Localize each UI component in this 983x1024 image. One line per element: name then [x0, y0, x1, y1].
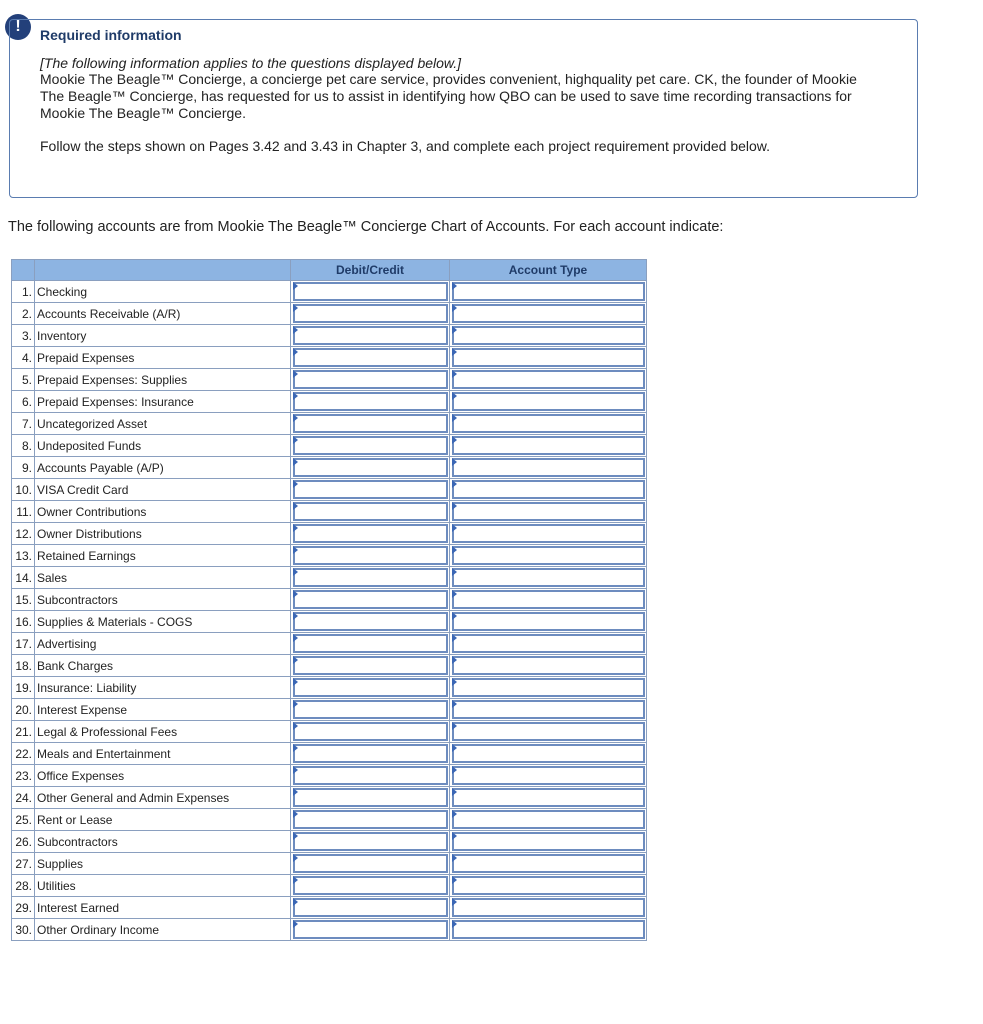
- debit-credit-dropdown[interactable]: [293, 546, 448, 565]
- table-row: [12, 391, 647, 413]
- row-number: 1.: [12, 281, 35, 303]
- debit-credit-dropdown[interactable]: [293, 634, 448, 653]
- account-name: Prepaid Expenses: Supplies: [35, 369, 291, 391]
- debit-credit-dropdown[interactable]: [293, 304, 448, 323]
- account-name: Sales: [35, 567, 291, 589]
- row-number: 10.: [12, 479, 35, 501]
- table-row: [12, 501, 647, 523]
- debit-credit-dropdown[interactable]: [293, 282, 448, 301]
- account-type-dropdown[interactable]: [452, 898, 645, 917]
- row-number: 24.: [12, 787, 35, 809]
- account-type-dropdown[interactable]: [452, 370, 645, 389]
- debit-credit-dropdown[interactable]: [293, 744, 448, 763]
- table-row: [12, 369, 647, 391]
- account-name: Rent or Lease: [35, 809, 291, 831]
- table-row: [12, 765, 647, 787]
- account-name: VISA Credit Card: [35, 479, 291, 501]
- row-number: 6.: [12, 391, 35, 413]
- debit-credit-dropdown[interactable]: [293, 920, 448, 939]
- debit-credit-dropdown[interactable]: [293, 502, 448, 521]
- debit-credit-dropdown[interactable]: [293, 414, 448, 433]
- account-type-dropdown[interactable]: [452, 414, 645, 433]
- debit-credit-dropdown[interactable]: [293, 810, 448, 829]
- debit-credit-dropdown[interactable]: [293, 436, 448, 455]
- table-row: [12, 413, 647, 435]
- table-row: [12, 479, 647, 501]
- account-type-dropdown[interactable]: [452, 524, 645, 543]
- row-number: 15.: [12, 589, 35, 611]
- debit-credit-dropdown[interactable]: [293, 326, 448, 345]
- account-type-dropdown[interactable]: [452, 832, 645, 851]
- account-name: Supplies & Materials - COGS: [35, 611, 291, 633]
- info-body: Mookie The Beagle™ Concierge, a concierge pet care service, provides convenient, highquality pet care. CK, the founder of Mookie The Beagle™ Concierge, has requested for us to assist in identifying how QBO can be used to save time recording transactions for Mookie The Beagle™ Concierge.: [40, 71, 857, 121]
- row-number: 28.: [12, 875, 35, 897]
- table-row: [12, 545, 647, 567]
- account-type-dropdown[interactable]: [452, 304, 645, 323]
- header-account-type: Account Type: [450, 260, 647, 281]
- table-row: [12, 677, 647, 699]
- table-row: [12, 347, 647, 369]
- account-type-dropdown[interactable]: [452, 722, 645, 741]
- table-row: [12, 435, 647, 457]
- account-name: Bank Charges: [35, 655, 291, 677]
- debit-credit-dropdown[interactable]: [293, 480, 448, 499]
- header-account-name: [35, 260, 291, 281]
- header-num: [12, 260, 35, 281]
- account-type-dropdown[interactable]: [452, 502, 645, 521]
- row-number: 19.: [12, 677, 35, 699]
- account-type-dropdown[interactable]: [452, 612, 645, 631]
- account-type-dropdown[interactable]: [452, 480, 645, 499]
- intro-text: The following accounts are from Mookie The Beagle™ Concierge Chart of Accounts. For each account indicate:: [8, 219, 724, 235]
- account-type-dropdown[interactable]: [452, 546, 645, 565]
- row-number: 3.: [12, 325, 35, 347]
- account-type-dropdown[interactable]: [452, 876, 645, 895]
- table-row: [12, 787, 647, 809]
- row-number: 9.: [12, 457, 35, 479]
- account-name: Legal & Professional Fees: [35, 721, 291, 743]
- row-number: 20.: [12, 699, 35, 721]
- account-name: Undeposited Funds: [35, 435, 291, 457]
- account-name: Prepaid Expenses: [35, 347, 291, 369]
- account-type-dropdown[interactable]: [452, 634, 645, 653]
- debit-credit-dropdown[interactable]: [293, 392, 448, 411]
- account-type-dropdown[interactable]: [452, 766, 645, 785]
- row-number: 5.: [12, 369, 35, 391]
- account-name: Interest Earned: [35, 897, 291, 919]
- account-type-dropdown[interactable]: [452, 744, 645, 763]
- row-number: 12.: [12, 523, 35, 545]
- row-number: 4.: [12, 347, 35, 369]
- account-name: Owner Contributions: [35, 501, 291, 523]
- account-type-dropdown[interactable]: [452, 458, 645, 477]
- header-debit-credit: Debit/Credit: [291, 260, 450, 281]
- debit-credit-dropdown[interactable]: [293, 524, 448, 543]
- account-name: Checking: [35, 281, 291, 303]
- row-number: 29.: [12, 897, 35, 919]
- debit-credit-dropdown[interactable]: [293, 678, 448, 697]
- table-row: [12, 655, 647, 677]
- row-number: 18.: [12, 655, 35, 677]
- account-type-dropdown[interactable]: [452, 678, 645, 697]
- row-number: 11.: [12, 501, 35, 523]
- debit-credit-dropdown[interactable]: [293, 568, 448, 587]
- row-number: 8.: [12, 435, 35, 457]
- debit-credit-dropdown[interactable]: [293, 590, 448, 609]
- row-number: 23.: [12, 765, 35, 787]
- row-number: 7.: [12, 413, 35, 435]
- account-name: Other General and Admin Expenses: [35, 787, 291, 809]
- account-name: Uncategorized Asset: [35, 413, 291, 435]
- table-row: [12, 633, 647, 655]
- row-number: 17.: [12, 633, 35, 655]
- row-number: 25.: [12, 809, 35, 831]
- table-row: [12, 699, 647, 721]
- account-name: Insurance: Liability: [35, 677, 291, 699]
- account-name: Prepaid Expenses: Insurance: [35, 391, 291, 413]
- table-row: [12, 325, 647, 347]
- account-type-dropdown[interactable]: [452, 282, 645, 301]
- debit-credit-dropdown[interactable]: [293, 832, 448, 851]
- info-note: [The following information applies to the questions displayed below.]: [40, 55, 462, 71]
- account-type-dropdown[interactable]: [452, 590, 645, 609]
- debit-credit-dropdown[interactable]: [293, 788, 448, 807]
- table-row: [12, 853, 647, 875]
- table-row: [12, 303, 647, 325]
- exclamation-icon: !: [5, 14, 31, 40]
- account-type-dropdown[interactable]: [452, 788, 645, 807]
- account-type-dropdown[interactable]: [452, 392, 645, 411]
- account-type-dropdown[interactable]: [452, 854, 645, 873]
- account-type-dropdown[interactable]: [452, 436, 645, 455]
- account-type-dropdown[interactable]: [452, 348, 645, 367]
- table-row: [12, 457, 647, 479]
- debit-credit-dropdown[interactable]: [293, 854, 448, 873]
- account-name: Accounts Payable (A/P): [35, 457, 291, 479]
- debit-credit-dropdown[interactable]: [293, 656, 448, 675]
- table-row: [12, 919, 647, 941]
- debit-credit-dropdown[interactable]: [293, 458, 448, 477]
- account-type-dropdown[interactable]: [452, 326, 645, 345]
- account-name: Advertising: [35, 633, 291, 655]
- account-name: Interest Expense: [35, 699, 291, 721]
- debit-credit-dropdown[interactable]: [293, 370, 448, 389]
- table-header-row: [12, 260, 647, 281]
- table-row: [12, 809, 647, 831]
- table-row: [12, 611, 647, 633]
- table-row: [12, 743, 647, 765]
- debit-credit-dropdown[interactable]: [293, 612, 448, 631]
- table-row: [12, 523, 647, 545]
- account-name: Utilities: [35, 875, 291, 897]
- account-type-dropdown[interactable]: [452, 700, 645, 719]
- accounts-table: [11, 259, 647, 941]
- table-row: [12, 589, 647, 611]
- account-name: Other Ordinary Income: [35, 919, 291, 941]
- account-type-dropdown[interactable]: [452, 656, 645, 675]
- debit-credit-dropdown[interactable]: [293, 722, 448, 741]
- account-name: Owner Distributions: [35, 523, 291, 545]
- info-steps: Follow the steps shown on Pages 3.42 and 3.43 in Chapter 3, and complete each project requirement provided below.: [40, 138, 771, 154]
- account-type-dropdown[interactable]: [452, 568, 645, 587]
- row-number: 27.: [12, 853, 35, 875]
- table-row: [12, 897, 647, 919]
- row-number: 14.: [12, 567, 35, 589]
- debit-credit-dropdown[interactable]: [293, 876, 448, 895]
- account-name: Meals and Entertainment: [35, 743, 291, 765]
- account-name: Subcontractors: [35, 589, 291, 611]
- account-name: Inventory: [35, 325, 291, 347]
- debit-credit-dropdown[interactable]: [293, 700, 448, 719]
- row-number: 16.: [12, 611, 35, 633]
- debit-credit-dropdown[interactable]: [293, 766, 448, 785]
- table-row: [12, 831, 647, 853]
- debit-credit-dropdown[interactable]: [293, 898, 448, 917]
- info-title: Required information: [40, 27, 182, 43]
- row-number: 13.: [12, 545, 35, 567]
- row-number: 21.: [12, 721, 35, 743]
- row-number: 30.: [12, 919, 35, 941]
- table-row: [12, 281, 647, 303]
- account-type-dropdown[interactable]: [452, 920, 645, 939]
- account-name: Accounts Receivable (A/R): [35, 303, 291, 325]
- table-row: [12, 721, 647, 743]
- account-type-dropdown[interactable]: [452, 810, 645, 829]
- account-name: Supplies: [35, 853, 291, 875]
- row-number: 22.: [12, 743, 35, 765]
- row-number: 26.: [12, 831, 35, 853]
- account-name: Office Expenses: [35, 765, 291, 787]
- account-name: Subcontractors: [35, 831, 291, 853]
- table-row: [12, 875, 647, 897]
- debit-credit-dropdown[interactable]: [293, 348, 448, 367]
- table-row: [12, 567, 647, 589]
- account-name: Retained Earnings: [35, 545, 291, 567]
- row-number: 2.: [12, 303, 35, 325]
